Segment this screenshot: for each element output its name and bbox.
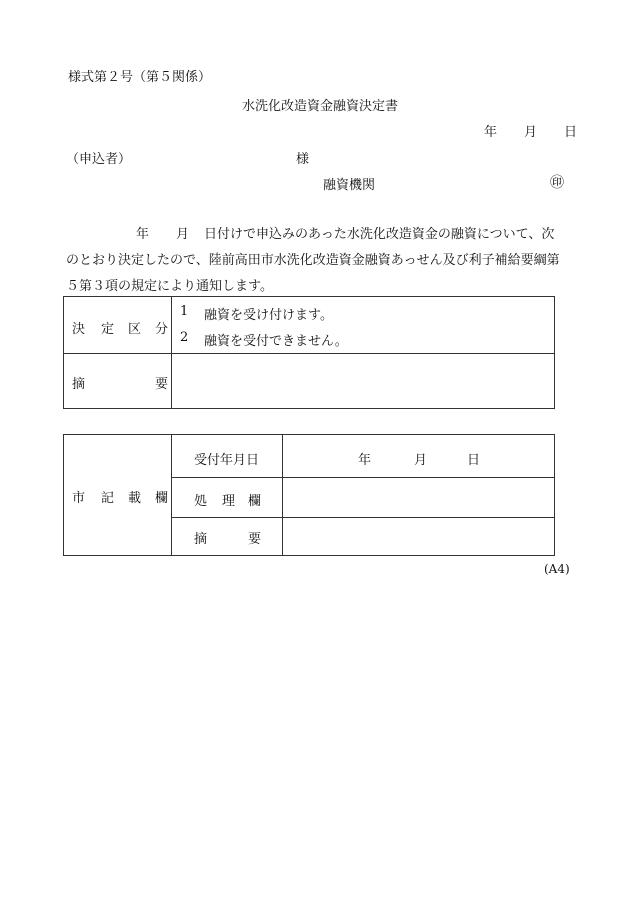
option-1-number: 1 bbox=[180, 304, 189, 319]
institution-label: 融資機関 bbox=[323, 178, 376, 193]
option-2-number: 2 bbox=[180, 330, 189, 345]
city-label-3: 載 bbox=[128, 491, 142, 506]
processing-label-3: 欄 bbox=[248, 494, 262, 509]
city-label-4: 欄 bbox=[155, 491, 169, 506]
option-1-text: 融資を受け付けます。 bbox=[204, 308, 333, 323]
body-line3: ５第３項の規定により通知します。 bbox=[66, 279, 273, 294]
decision-label-4: 分 bbox=[155, 322, 169, 337]
decision-table bbox=[63, 296, 555, 409]
document-title: 水洗化改造資金融資決定書 bbox=[242, 99, 399, 114]
city-summary-label-1: 摘 bbox=[194, 532, 208, 547]
honorific: 様 bbox=[296, 152, 310, 167]
receipt-date-label: 受付年月日 bbox=[194, 453, 260, 468]
processing-label-1: 処 bbox=[194, 494, 208, 509]
body-line1: 日付けで申込みのあった水洗化改造資金の融資について、次 bbox=[204, 227, 555, 242]
body-year: 年 bbox=[136, 227, 150, 242]
city-table-divider-h1 bbox=[171, 477, 554, 478]
decision-label-3: 区 bbox=[128, 322, 142, 337]
decision-label-1: 決 bbox=[72, 322, 86, 337]
summary-label-2: 要 bbox=[155, 377, 169, 392]
city-record-table bbox=[63, 434, 555, 556]
body-month: 月 bbox=[176, 227, 190, 242]
form-id: 様式第２号（第５関係） bbox=[68, 70, 212, 85]
city-summary-label-2: 要 bbox=[248, 532, 262, 547]
city-label-1: 市 bbox=[72, 491, 86, 506]
processing-label-2: 理 bbox=[222, 494, 236, 509]
applicant-label: （申込者） bbox=[66, 152, 132, 167]
city-table-divider-h2 bbox=[171, 517, 554, 518]
city-table-divider-v1 bbox=[171, 435, 172, 555]
paper-size: (A4) bbox=[544, 562, 570, 576]
decision-table-divider-h bbox=[64, 353, 554, 354]
seal-mark: ㊞ bbox=[550, 175, 564, 191]
date-month: 月 bbox=[524, 125, 538, 140]
option-2-text: 融資を受付できません。 bbox=[204, 334, 348, 349]
date-day: 日 bbox=[564, 125, 578, 140]
receipt-date-day: 日 bbox=[467, 453, 481, 468]
date-year: 年 bbox=[484, 125, 498, 140]
city-table-divider-v2 bbox=[282, 435, 283, 555]
receipt-date-month: 月 bbox=[414, 453, 428, 468]
receipt-date-year: 年 bbox=[358, 453, 372, 468]
decision-label-2: 定 bbox=[101, 322, 115, 337]
summary-label-1: 摘 bbox=[72, 377, 86, 392]
city-label-2: 記 bbox=[101, 491, 115, 506]
body-line2: のとおり決定したので、陸前高田市水洗化改造資金融資あっせん及び利子補給要綱第 bbox=[66, 253, 560, 268]
